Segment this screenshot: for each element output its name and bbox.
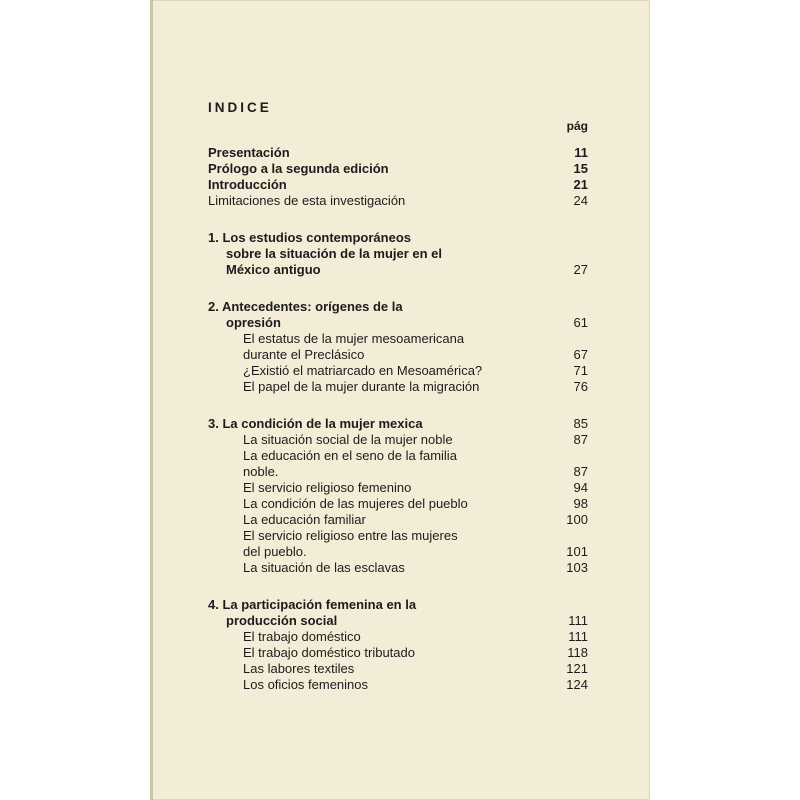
subsection-title: noble. (243, 464, 279, 479)
chapter-title: producción social (226, 613, 338, 628)
chapter-title-line (208, 416, 588, 432)
chapter-page: 85 (573, 416, 588, 431)
chapter-title-line (208, 246, 588, 262)
subsection-line (208, 544, 588, 560)
subsection-page: 94 (573, 480, 588, 495)
subsection-line (208, 464, 588, 480)
chapter-block (208, 597, 588, 693)
toc-entry (208, 161, 588, 177)
subsection-title: del pueblo. (243, 544, 307, 559)
subsection-title: La educación familiar (243, 512, 366, 527)
subsection-page: 124 (566, 677, 588, 692)
subsection-title: El trabajo doméstico tributado (243, 645, 415, 660)
subsection-title: durante el Preclásico (243, 347, 365, 362)
subsection-line (208, 347, 588, 363)
subsection-title: El servicio religioso femenino (243, 480, 412, 495)
subsection-page: 87 (573, 432, 588, 447)
chapter-block (208, 299, 588, 395)
subsection-title: La situación social de la mujer noble (243, 432, 453, 447)
chapter-title-line (208, 299, 588, 315)
toc-entry (208, 193, 588, 209)
chapter-title: sobre la situación de la mujer en el (226, 246, 443, 261)
subsection-line (208, 661, 588, 677)
subsection-title: La educación en el seno de la familia (243, 448, 457, 463)
subsection-title: El servicio religioso entre las mujeres (243, 528, 458, 543)
chapter-page: 61 (573, 315, 588, 330)
subsection-title: La situación de las esclavas (243, 560, 405, 575)
subsection-title: Las labores textiles (243, 661, 355, 676)
entry-title: Limitaciones de esta investigación (208, 193, 406, 208)
subsection-title: La condición de las mujeres del pueblo (243, 496, 468, 511)
chapter-title: México antiguo (226, 262, 321, 277)
entry-page: 24 (573, 193, 588, 208)
page-column-label: pág (566, 119, 588, 133)
subsection-line (208, 480, 588, 496)
entry-title: Presentación (208, 145, 290, 160)
chapter-title-line (208, 262, 588, 278)
subsection-page: 76 (573, 379, 588, 394)
subsection-line (208, 528, 588, 544)
chapter-block (208, 230, 588, 278)
chapter-title-line (208, 230, 588, 246)
chapter-title: opresión (226, 315, 281, 330)
page-edge (150, 0, 153, 800)
entry-title: Prólogo a la segunda edición (208, 161, 389, 176)
entry-page: 11 (574, 145, 588, 160)
subsection-line (208, 363, 588, 379)
chapter-list (208, 230, 588, 693)
subsection-page: 71 (573, 363, 588, 378)
subsection-title: Los oficios femeninos (243, 677, 369, 692)
index-heading: INDICE (208, 100, 272, 115)
subsection-line (208, 512, 588, 528)
chapter-title-line (208, 315, 588, 331)
table-of-contents (208, 100, 588, 693)
subsection-line (208, 677, 588, 693)
entry-page: 21 (573, 177, 588, 192)
subsection-line (208, 331, 588, 347)
subsection-title: ¿Existió el matriarcado en Mesoamérica? (243, 363, 483, 378)
subsection-page: 67 (573, 347, 588, 362)
subsection-line (208, 645, 588, 661)
subsection-title: El papel de la mujer durante la migración (243, 379, 480, 394)
subsection-line (208, 560, 588, 576)
chapter-title-line (208, 597, 588, 613)
subsection-line (208, 379, 588, 395)
subsection-page: 87 (573, 464, 588, 479)
chapter-page: 27 (573, 262, 588, 277)
subsection-page: 121 (566, 661, 588, 676)
chapter-title: 3. La condición de la mujer mexica (208, 416, 423, 431)
entry-page: 15 (573, 161, 588, 176)
subsection-page: 101 (566, 544, 588, 559)
toc-entry (208, 177, 588, 193)
toc-entry (208, 145, 588, 161)
subsection-page: 100 (566, 512, 588, 527)
chapter-title-line (208, 613, 588, 629)
subsection-page: 103 (566, 560, 588, 575)
chapter-block (208, 416, 588, 576)
subsection-line (208, 629, 588, 645)
chapter-title: 2. Antecedentes: orígenes de la (208, 299, 403, 314)
chapter-title: 4. La participación femenina en la (208, 597, 417, 612)
subsection-page: 111 (568, 629, 588, 644)
subsection-page: 118 (567, 645, 588, 660)
subsection-title: El estatus de la mujer mesoamericana (243, 331, 465, 346)
chapter-title: 1. Los estudios contemporáneos (208, 230, 411, 245)
subsection-title: El trabajo doméstico (243, 629, 361, 644)
subsection-page: 98 (573, 496, 588, 511)
entry-title: Introducción (208, 177, 287, 192)
front-matter-list (208, 145, 588, 209)
subsection-line (208, 432, 588, 448)
chapter-page: 111 (568, 613, 588, 628)
subsection-line (208, 448, 588, 464)
subsection-line (208, 496, 588, 512)
